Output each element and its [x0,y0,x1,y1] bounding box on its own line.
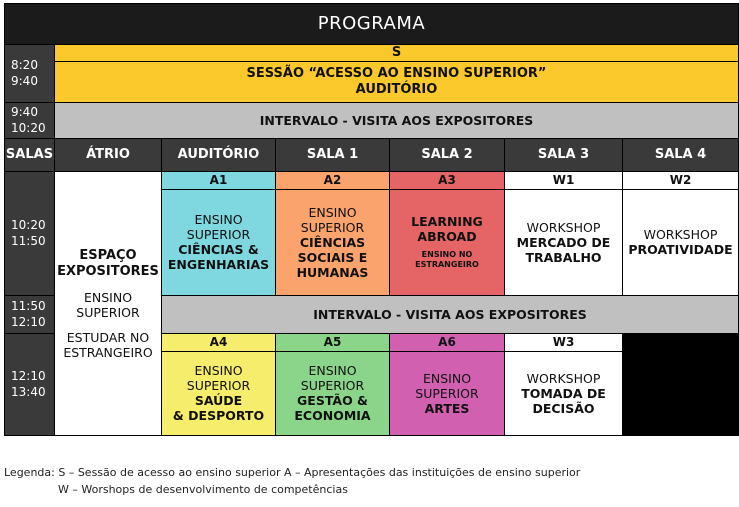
atrio-line: EXPOSITORES [57,264,159,280]
atrio-line: ENSINO [83,289,133,305]
atrio-line: ESTRANGEIRO [63,344,153,360]
time-start: 8:20 [11,58,38,73]
session-topic: TRABALHO [525,249,602,265]
time-slot-2 [5,102,55,138]
session-line: ENSINO [194,363,243,379]
session-line: SUPERIOR [186,378,251,394]
session-a4 [162,351,276,435]
legend [4,464,580,498]
session-topic: LEARNING [411,214,483,230]
time-end: 12:10 [11,315,46,330]
session-subtitle: ENSINO NO [421,250,473,260]
code-w2: W2 [623,171,739,189]
session-w3 [505,351,623,435]
time-start: 10:20 [11,217,46,232]
session-topic: SAÚDE [194,393,243,409]
session-line: ENSINO [422,370,472,386]
session-title [55,61,739,102]
code-w1: W1 [505,171,623,189]
header-sala-2: SALA 2 [390,138,505,171]
legend-line-2: W – Worshops de desenvolvimento de competências [58,483,348,497]
header-salas: SALAS [5,138,55,171]
session-a1 [162,189,276,295]
session-topic: PROATIVIDADE [628,242,733,258]
time-slot-3 [5,171,55,295]
time-end: 13:40 [11,385,46,400]
atrio-line: ESPAÇO [79,247,137,263]
header-auditorio: AUDITÓRIO [162,138,276,171]
session-a3 [390,189,505,295]
time-slot-5 [5,333,55,435]
session-topic: DECISÃO [532,400,595,416]
empty-cell [623,333,739,435]
session-topic: TOMADA DE [521,385,606,401]
time-end: 11:50 [11,234,46,249]
session-a6 [390,351,505,435]
interval-row-1: INTERVALO - VISITA AOS EXPOSITORES [55,102,739,138]
session-a5 [276,351,390,435]
session-line: ENSINO [308,363,357,379]
time-start: 9:40 [11,104,38,119]
time-start: 12:10 [11,368,46,383]
time-end: 10:20 [11,121,46,136]
code-a6: A6 [390,333,505,351]
session-a2 [276,189,390,295]
session-line: SUPERIOR [415,385,479,401]
session-line: ENSINO [308,204,357,220]
code-a4: A4 [162,333,276,351]
time-slot-4 [5,295,55,333]
session-w1 [505,189,623,295]
session-title-line2: AUDITÓRIO [355,81,438,97]
session-title-line1: SESSÃO “ACESSO AO ENSINO SUPERIOR” [246,66,547,81]
atrio-line: SUPERIOR [76,304,140,320]
header-atrio: ÁTRIO [55,138,162,171]
code-a2: A2 [276,171,390,189]
code-w3: W3 [505,333,623,351]
session-line: ENSINO [194,212,243,228]
session-line: WORKSHOP [526,370,601,386]
session-topic: MERCADO DE [516,234,611,250]
atrio-cell [55,171,162,435]
session-line: SUPERIOR [300,378,365,394]
session-w2 [623,189,739,295]
session-topic: SOCIAIS E [297,249,368,265]
session-line: SUPERIOR [300,219,365,235]
session-line: WORKSHOP [526,219,601,235]
session-topic: ARTES [424,400,470,416]
code-a1: A1 [162,171,276,189]
session-topic: & DESPORTO [172,408,265,424]
header-sala-4: SALA 4 [623,138,739,171]
session-subtitle: ESTRANGEIRO [415,260,479,270]
session-topic: CIÊNCIAS & [178,242,259,258]
time-end: 9:40 [11,74,38,89]
code-a3: A3 [390,171,505,189]
session-topic: GESTÃO & [297,393,368,409]
session-topic: CIÊNCIAS [299,234,366,250]
session-topic: HUMANAS [296,264,369,280]
schedule-table [4,3,739,436]
session-topic: ABROAD [417,229,477,245]
session-topic: ECONOMIA [294,408,371,424]
session-line: WORKSHOP [643,227,718,243]
code-a5: A5 [276,333,390,351]
header-sala-3: SALA 3 [505,138,623,171]
time-start: 11:50 [11,298,46,313]
session-code: S [55,45,739,62]
header-sala-1: SALA 1 [276,138,390,171]
legend-line-1: Legenda: S – Sessão de acesso ao ensino superior A – Apresentações das instituições de ensino superior [4,466,581,479]
program-title: PROGRAMA [5,4,739,45]
interval-row-2: INTERVALO - VISITA AOS EXPOSITORES [162,295,739,333]
session-line: SUPERIOR [186,227,251,243]
time-slot-1 [5,45,55,103]
atrio-line: ESTUDAR NO [66,329,150,345]
session-topic: ENGENHARIAS [167,257,270,273]
